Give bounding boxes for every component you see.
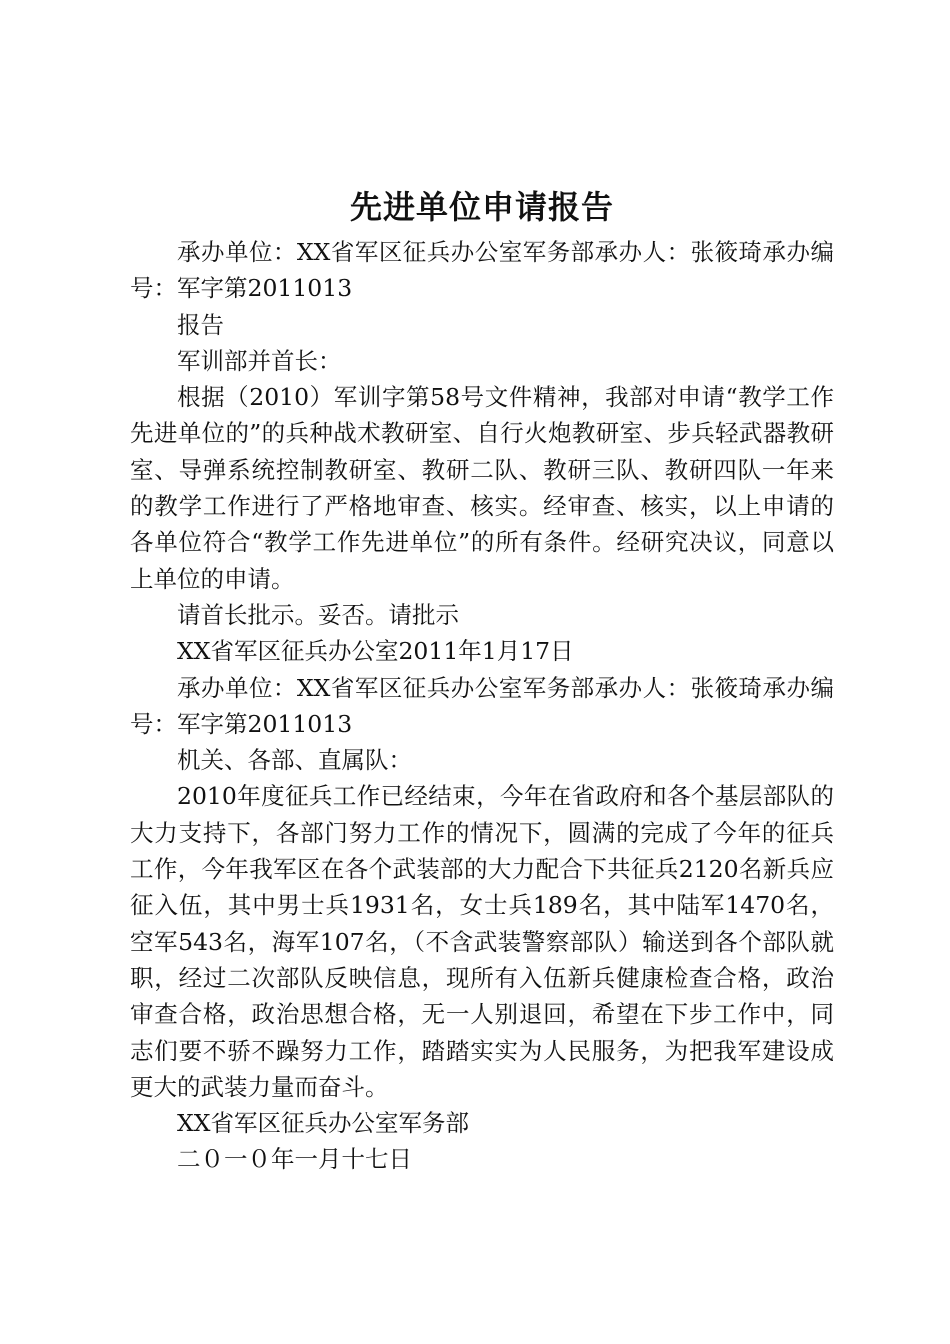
document-page	[130, 184, 834, 1178]
report-heading-paragraph: 报告	[177, 310, 224, 339]
request-paragraph: 请首长批示。妥否。请批示	[177, 600, 459, 629]
body-paragraph-2: 2010年度征兵工作已经结束，今年在省政府和各个基层部队的大力支持下，各部门努力工作的情况下，圆满的完成了今年的征兵工作，今年我军区在各个武装部的大力配合下共征兵2120名新兵应征入伍，其中男士兵1931名，女士兵189名，其中陆军1470名，空军543名，海军107名，（不含武装警察部队）输送到各个部队就职，经过二次部队反映信息，现所有入伍新兵健康检查合格，政治审查合格，政治思想合格，无一人别退回，希望在下步工作中，同志们要不骄不躁努力工作，踏踏实实为人民服务，为把我军建设成更大的武装力量而奋斗。	[130, 782, 834, 1101]
body-paragraph: 根据（2010）军训字第58号文件精神，我部对申请“教学工作先进单位的”的兵种战术教研室、自行火炮教研室、步兵轻武器教研室、导弹系统控制教研室、教研二队、教研三队、教研四队一年来的教学工作进行了严格地审查、核实。经审查、核实，以上申请的各单位符合“教学工作先进单位”的所有条件。经研究决议，同意以上单位的申请。	[130, 383, 834, 593]
salutation-paragraph: 军训部并首长：	[177, 346, 342, 375]
signature-date-paragraph: XX省军区征兵办公室2011年1月17日	[177, 637, 574, 666]
date-paragraph: 二０一０年一月十七日	[177, 1145, 412, 1174]
undertaker-info-paragraph-2: 承办单位：XX省军区征兵办公室军务部承办人：张筱琦承办编号：军字第2011013	[130, 673, 834, 738]
salutation-paragraph-2: 机关、各部、直属队：	[177, 746, 412, 775]
document-title: 先进单位申请报告	[349, 188, 614, 226]
undertaker-info-paragraph: 承办单位：XX省军区征兵办公室军务部承办人：张筱琦承办编号：军字第2011013	[130, 238, 834, 303]
signature-paragraph: XX省军区征兵办公室军务部	[177, 1109, 469, 1138]
